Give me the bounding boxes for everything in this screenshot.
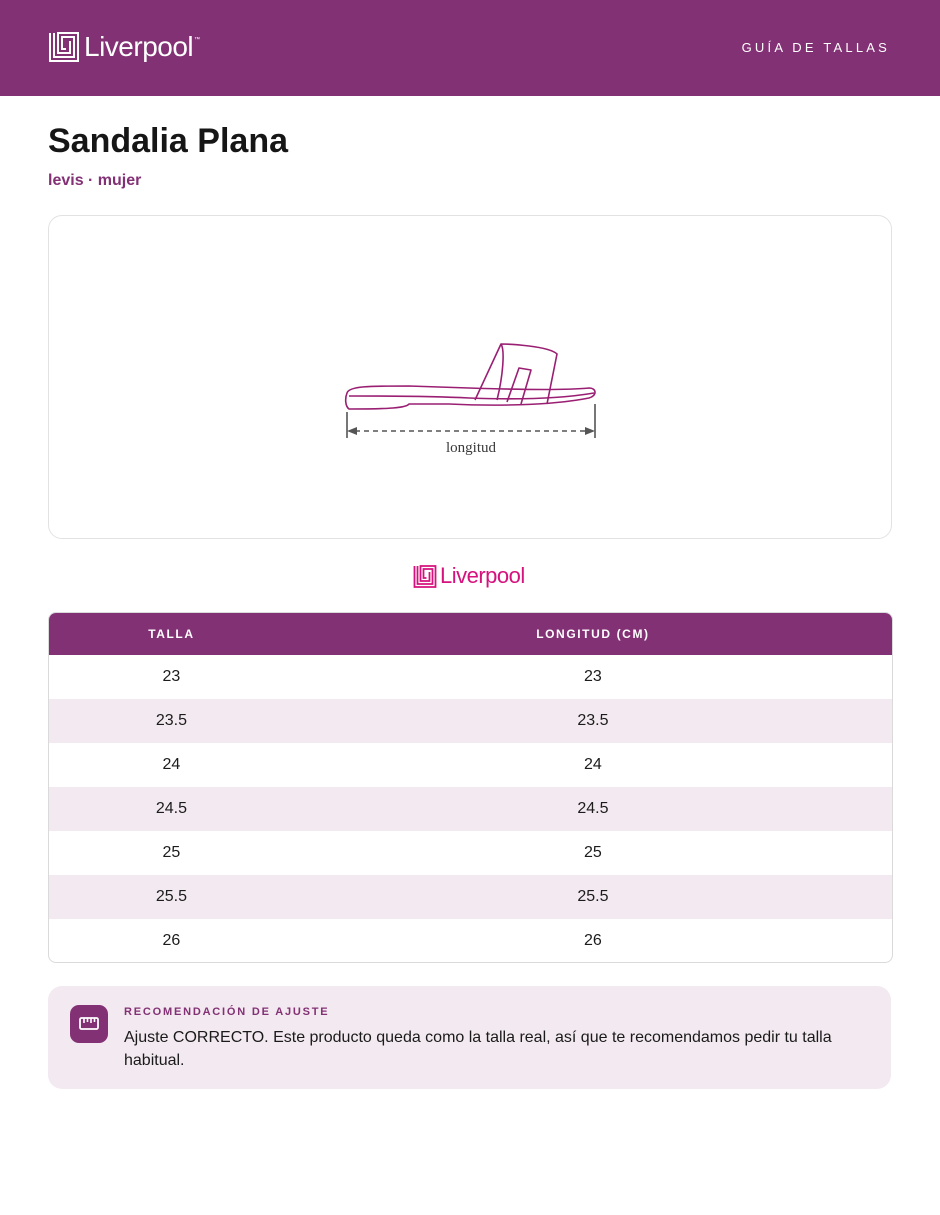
size-cell: 25.5 xyxy=(49,875,294,919)
table-row xyxy=(49,919,892,963)
trademark-mark: ™ xyxy=(194,37,201,43)
size-cell: 26 xyxy=(162,932,181,949)
liverpool-mid-logo xyxy=(413,562,525,590)
table-row xyxy=(49,831,892,875)
product-title: Sandalia Plana xyxy=(48,122,288,160)
table-row xyxy=(49,655,892,699)
size-cell: 25 xyxy=(162,844,181,861)
length-cell: 25 xyxy=(584,844,602,861)
table-row xyxy=(49,875,892,919)
size-cell: 24 xyxy=(162,756,181,773)
header-bar xyxy=(0,0,940,96)
liverpool-logo[interactable] xyxy=(48,29,200,65)
size-cell: 24.5 xyxy=(49,787,294,831)
recommendation-text: Ajuste CORRECTO. Este producto queda como la talla real, así que te recomendamos pedir tu talla habitual. xyxy=(124,1029,832,1069)
table-row xyxy=(49,743,892,787)
size-cell: 23.5 xyxy=(49,699,294,743)
measure-length-label: longitud xyxy=(445,440,497,456)
liverpool-logo-mark-icon xyxy=(48,32,80,62)
column-header-size: TALLA xyxy=(49,613,294,655)
column-header-length: LONGITUD (CM) xyxy=(294,613,892,655)
table-header-row xyxy=(49,613,892,655)
length-cell: 24 xyxy=(584,756,602,773)
fit-recommendation-card xyxy=(48,986,891,1089)
size-guide-label: GUÍA DE TALLAS xyxy=(741,40,890,55)
logo-text: Liverpool xyxy=(440,563,525,588)
table-row xyxy=(49,699,892,743)
size-table xyxy=(48,612,893,963)
length-cell: 23 xyxy=(584,668,602,685)
length-cell: 23.5 xyxy=(294,699,892,743)
logo-text: Liverpool xyxy=(84,31,194,62)
product-subtitle: levis · mujer xyxy=(48,172,142,189)
measure-illustration-card xyxy=(48,215,892,539)
table-row xyxy=(49,787,892,831)
length-cell: 25.5 xyxy=(294,875,892,919)
sandal-measure-diagram xyxy=(49,216,891,538)
liverpool-logo-mark-icon xyxy=(413,565,437,588)
length-cell: 24.5 xyxy=(294,787,892,831)
recommendation-label: RECOMENDACIÓN DE AJUSTE xyxy=(124,1006,330,1018)
size-cell: 23 xyxy=(162,668,181,685)
length-cell: 26 xyxy=(584,932,602,949)
sandal-outline-icon xyxy=(346,344,595,409)
ruler-icon xyxy=(70,1005,108,1043)
